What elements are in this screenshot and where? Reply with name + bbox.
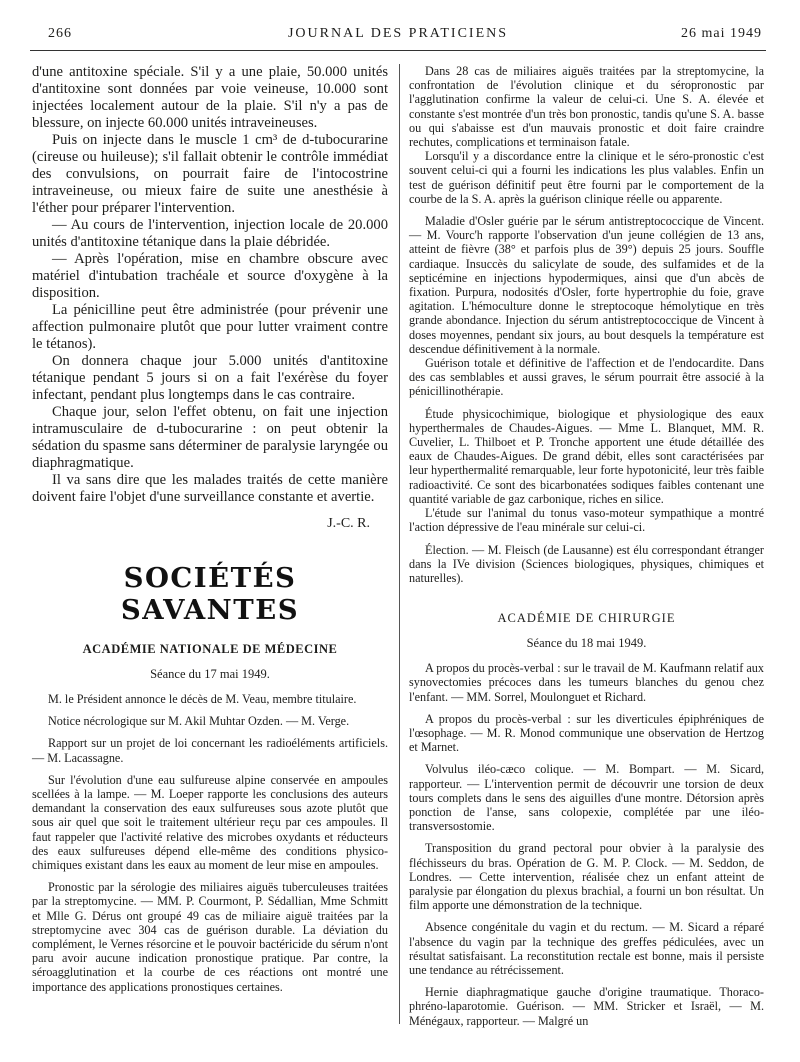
academy-heading: ACADÉMIE DE CHIRURGIE — [497, 611, 676, 626]
page-number: 266 — [48, 26, 72, 41]
report-item: A propos du procès-verbal : sur les diverticules épiphréniques de l'œsophage. — M. R. Monod communique une observation de Hertzog et Marnet. — [409, 711, 764, 755]
section-banner: SOCIÉTÉS SAVANTES — [120, 562, 300, 626]
session-date: Séance du 17 mai 1949. — [150, 667, 270, 681]
left-column — [32, 64, 388, 994]
column-divider — [399, 64, 400, 1024]
report-item: Volvulus iléo-cæco colique. — M. Bompart. — M. Sicard, rapporteur. — L'intervention permit de découvrir une torsion de deux tours complets dans le sens des aiguilles d'une montre. Détorsion après ponction de l'anse, sans colopexie, complétée par une iléo-transversostomie. — [409, 762, 764, 834]
report-item: Élection. — M. Fleisch (de Lausanne) est élu correspondant étranger dans la IVe division (Sciences biologiques, physiques, chimiques et naturelles). — [409, 542, 764, 585]
report-item: Pronostic par la sérologie des miliaires aiguës tuberculeuses traitées par la streptomycine. — MM. P. Courmont, P. Sédallian, Mme Schmitt et Mlle G. Dérus ont groupé 49 cas de miliaire aiguë traitées par la streptomycine avec 304 cas de guérison durable. La déviation du complément, le Vernes résorcine et le pouvoir bactéricide du sérum n'ont paru avoir aucune indication pronostique pratique. Par contre, la séroagglutination et la courbe de ces réactions ont montré une importance des applications pronostiques certaines. — [32, 880, 388, 994]
report-item: Rapport sur un projet de loi concernant les radioéléments artificiels. — M. Lacassagne. — [32, 736, 388, 765]
report-item: Étude physicochimique, biologique et physiologique des eaux hyperthermales de Chaudes-Aigues. — Mme L. Blanquet, MM. R. Cuvelier, L. Thilboet et P. Tronche apportent une étude détaillée des eaux de Chaudes-Aigues. De grand débit, elles sont caractérisées par leur hyperthermalité remarquable, leur forte hypotonicité, leur très faible radioactivité. Ce sont des bicarbonatées sodiques faibles contenant une quantité variable de gaz carbonique, riches en silice. — [409, 406, 764, 506]
paragraph: Il va sans dire que les malades traités de cette manière doivent faire l'objet d'une surveillance constante et avertie. — [32, 472, 388, 505]
paragraph: La pénicilline peut être administrée (pour prévenir une affection pulmonaire plutôt que pour lutter vraiment contre le tétanos). — [32, 302, 388, 352]
journal-title: JOURNAL DES PRATICIENS — [287, 26, 509, 41]
report-item: M. le Président annonce le décès de M. Veau, membre titulaire. — [48, 692, 357, 706]
report-item: Absence congénitale du vagin et du rectum. — M. Sicard a réparé l'absence du vagin par la technique des greffes pédiculées, avec un résultat satisfaisant. La reconstitution rectale est bonne, mais il persiste une tendance au rétrécissement. — [409, 920, 764, 977]
page-header — [30, 22, 766, 51]
report-item: A propos du procès-verbal : sur le travail de M. Kaufmann relatif aux synovectomies précoces dans les tumeurs blanches du genou chez l'enfant. — MM. Sorrel, Moulonguet et Richard. — [409, 661, 764, 704]
right-column — [409, 64, 764, 1028]
paragraph: d'une antitoxine spéciale. S'il y a une plaie, 50.000 unités d'antitoxine sont données par voie veineuse, 10.000 sont injectées localement autour de la plaie. S'il n'y a pas de blessure, on injecte 60.000 unités intraveineuses. — [32, 64, 388, 131]
academy-heading: ACADÉMIE NATIONALE DE MÉDECINE — [82, 642, 338, 656]
report-item: Dans 28 cas de miliaires aiguës traitées par la streptomycine, la confrontation de l'évolution clinique et du séropronostic par l'agglutination confirme la valeur de celui-ci. Une S. A. élevée et constante s'est montrée d'un très bon pronostic, tandis qu'une S. A. basse ou qui s'abaisse est d'un mauvais pronostic et doit faire craindre rechutes, complications et terminaison fatale. — [409, 64, 764, 150]
paragraph: Chaque jour, selon l'effet obtenu, on fait une injection intramusculaire de d-tubocurarine : on peut obtenir la sédation du spasme sans déterminer de paralysie laryngée ou diaphragmatique. — [32, 404, 388, 471]
paragraph: On donnera chaque jour 5.000 unités d'antitoxine tétanique pendant 5 jours si on a fait l'exérèse du foyer infectant, pendant plus longtemps dans le cas contraire. — [32, 353, 388, 403]
report-item: L'étude sur l'animal du tonus vaso-moteur sympathique a montré l'action dépressive de l'eau minérale sur celui-ci. — [409, 506, 764, 535]
session-date: Séance du 18 mai 1949. — [526, 636, 647, 651]
report-item: Transposition du grand pectoral pour obvier à la paralysie des fléchisseurs du bras. Opération de G. M. P. Clock. — M. Seddon, de Londres. — Cette intervention, réalisée chez un enfant atteint de paralysie par élongation du plexus brachial, a fourni un bon résultat. Un film apporte une démonstration de la technique. — [409, 841, 764, 913]
report-item: Hernie diaphragmatique gauche d'origine traumatique. Thoraco-phréno-laparotomie. Guérison. — MM. Stricker et Israël, — M. Ménégaux, rapporteur. — Malgré un — [409, 985, 764, 1028]
author-signature: J.-C. R. — [327, 516, 370, 531]
issue-date: 26 mai 1949 — [681, 26, 762, 41]
report-item: Lorsqu'il y a discordance entre la clinique et le séro-pronostic c'est souvent celui-ci qui a fourni les indications les plus valables. Enfin un test de guérison définitif peut être fourni par le comportement de la courbe de la S. A. après la guérison clinique réelle ou apparente. — [409, 149, 764, 206]
report-item: Notice nécrologique sur M. Akil Muhtar Ozden. — M. Verge. — [48, 714, 350, 729]
report-item: Sur l'évolution d'une eau sulfureuse alpine conservée en ampoules scellées à la lampe. — M. Loeper rapporte les conclusions des auteurs demandant la conservation des eaux sulfureuses sous azote plutôt que sous air quel que soit le traitement ultérieur reçu par ces ampoules. Il faut rappeler que l'activité relative des microbes oxydants et réducteurs des eaux sulfureuses dépend elle-même des conditions physico-chimiques existant dans les eaux au moment de leur mise en ampoules. — [32, 772, 388, 873]
report-item: Maladie d'Osler guérie par le sérum antistreptococcique de Vincent. — M. Vourc'h rapporte l'observation d'un jeune collégien de 13 ans, atteint de fièvre (38° et parfois plus de 39°) depuis 25 jours. Souffle cardiaque. Insuccès du salicylate de soude, des sulfamides et de la septicémine en injections hypodermiques, ainsi que d'un abcès de fixation. Purpura, nodosités d'Osler, forte hypertrophie du foie, grave agitation. L'hémoculture donne le streptocoque hémolytique en très grande abondance. Injection du sérum antistreptococcique de Vincent à doses moyennes, pendant six jours, au bout desquels la température est descendue définitivement à la normale. — [409, 214, 764, 356]
report-item: Guérison totale et définitive de l'affection et de l'endocardite. Dans des cas semblables et aussi graves, le sérum pourrait être associé à la pénicillinothérapie. — [409, 356, 764, 399]
paragraph: Puis on injecte dans le muscle 1 cm³ de d-tubocurarine (cireuse ou huileuse); s'il fallait obtenir le contrôle immédiat des convulsions, on pourrait faire de l'intocostrine intraveineuse, ou mieux faire de suite une anesthésie à l'éther pour préparer l'intervention. — [32, 132, 388, 216]
paragraph: — Au cours de l'intervention, injection locale de 20.000 unités d'antitoxine tétanique dans la plaie débridée. — [32, 217, 388, 250]
paragraph: — Après l'opération, mise en chambre obscure avec matériel d'intubation trachéale et source d'oxygène à la disposition. — [32, 251, 388, 301]
